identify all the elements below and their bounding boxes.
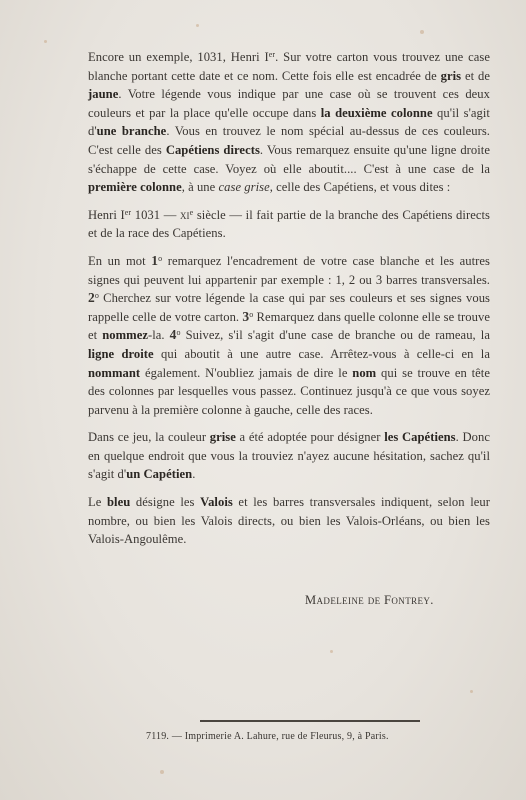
paper-speck xyxy=(420,30,424,34)
author-signature: Madeleine de Fontrey. xyxy=(305,593,434,607)
bold-term: Valois xyxy=(200,495,233,510)
text-run: . xyxy=(192,467,196,482)
text-run: -la. xyxy=(148,328,170,343)
text-run: qui aboutit à une autre case. Arrêtez-vous à celle-ci en la xyxy=(153,346,490,361)
small-caps-term: xi xyxy=(180,207,190,222)
step-number: 3 xyxy=(242,308,250,324)
text-run: également. N'oubliez jamais de dire le xyxy=(140,365,353,380)
paper-speck xyxy=(160,770,164,774)
footer-divider xyxy=(200,720,420,722)
superscript: er xyxy=(268,50,276,59)
bold-term: ligne droite xyxy=(88,346,154,361)
bold-term: grise xyxy=(209,430,236,445)
text-run: remarquez l'encadrement de votre case blanche et les autres signes qui peuvent lui appartenir par exemple : 1, 2 ou 3 barres transversales. xyxy=(88,253,490,287)
bold-term: les Capétiens xyxy=(384,430,456,445)
bold-term: une branche xyxy=(96,124,167,139)
bold-term: la deuxième colonne xyxy=(320,105,433,120)
paper-speck xyxy=(44,40,47,43)
superscript: o xyxy=(249,309,254,319)
paragraph-4 xyxy=(88,428,490,484)
bold-term: gris xyxy=(440,68,462,83)
paper-speck xyxy=(196,24,199,27)
step-number: 4 xyxy=(169,327,177,343)
bold-term: nommez xyxy=(102,328,148,343)
text-run: et les barres transversales indiquent, selon leur nombre, ou bien les Valois directs, ou bien les Valois-Orléans, ou bien les Valois-Angoulême. xyxy=(88,495,490,547)
step-number: 2 xyxy=(88,290,95,306)
superscript: e xyxy=(189,207,194,217)
text-run: qu'il s'agit d' xyxy=(88,105,490,139)
paragraph-5 xyxy=(88,493,490,549)
bold-term: bleu xyxy=(107,495,131,510)
bold-term: nom xyxy=(352,365,377,380)
text-run: 1031 — xyxy=(131,207,180,222)
paper-speck xyxy=(470,690,473,693)
text-run: . Vous remarquez ensuite qu'une ligne droite s'échappe de cette case. Voyez où elle aboutit.... C'est à une case de la xyxy=(88,142,490,176)
paragraph-1 xyxy=(88,48,490,197)
text-run: Dans ce jeu, la couleur xyxy=(88,430,210,445)
paragraph-2 xyxy=(88,206,490,243)
text-run: , à une xyxy=(181,180,219,195)
text-run: désigne les xyxy=(130,495,201,510)
bold-term: un Capétien xyxy=(126,467,193,482)
bold-term: nommant xyxy=(88,365,141,380)
text-run: Henri I xyxy=(88,207,125,222)
bold-term: première colonne xyxy=(88,180,182,195)
superscript: o xyxy=(158,253,163,263)
body-text xyxy=(88,48,490,558)
text-run: , celle des Capétiens, et vous dites : xyxy=(269,180,451,195)
superscript: er xyxy=(124,207,132,217)
text-run: Encore un exemple, 1031, Henri I xyxy=(88,50,269,64)
text-run: . Sur votre carton vous trouvez une case blanche portant cette date et ce nom. Cette fois elle est encadrée de xyxy=(88,50,491,83)
superscript: o xyxy=(94,291,99,301)
text-run: et de xyxy=(461,68,490,83)
text-run: . Votre légende vous indique par une case où se trouvent ces deux couleurs et par la place qu'elle occupe dans xyxy=(88,87,490,120)
superscript: o xyxy=(176,328,181,338)
text-run: qui se trouve en tête des colonnes par lesquelles vous passez. Continuez jusqu'à ce que vous soyez parvenu à la première colonne à gauche, celle des races. xyxy=(88,365,490,417)
text-run: a été adoptée pour désigner xyxy=(235,430,385,445)
paper-speck xyxy=(330,650,333,653)
bold-term: jaune xyxy=(88,87,119,102)
text-run: Remarquez dans quelle colonne elle se trouve et xyxy=(88,309,490,343)
paragraph-3 xyxy=(88,252,490,419)
text-run: . Donc en quelque endroit que vous la trouviez n'ayez aucune hésitation, sachez qu'il s'agit d' xyxy=(88,430,490,482)
text-run: Le xyxy=(88,495,107,510)
text-run: En un mot xyxy=(88,253,152,268)
italic-term: case grise xyxy=(218,180,270,195)
text-run: Suivez, s'il s'agit d'une case de branche ou de rameau, la xyxy=(180,328,490,343)
text-run: . Vous en trouvez le nom spécial au-dessus de ces couleurs. C'est celle des xyxy=(88,124,490,157)
printer-imprint: 7119. — Imprimerie A. Lahure, rue de Fleurus, 9, à Paris. xyxy=(146,731,389,742)
bold-term: Capétiens directs xyxy=(165,142,260,157)
text-run: siècle — il fait partie de la branche des Capétiens directs et de la race des Capétiens. xyxy=(88,207,490,241)
text-run: Cherchez sur votre légende la case qui par ses couleurs et ses signes vous rappelle celle de votre carton. xyxy=(88,291,490,324)
step-number: 1 xyxy=(151,252,159,268)
